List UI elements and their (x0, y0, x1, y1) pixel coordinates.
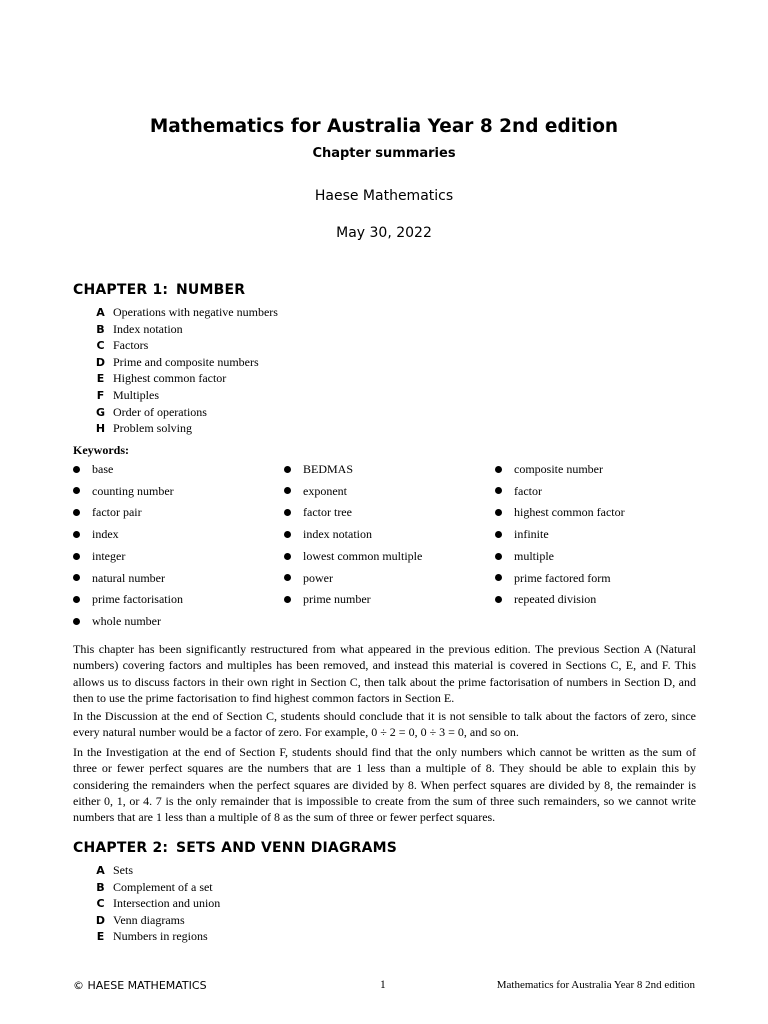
keyword-text: index notation (303, 527, 372, 542)
keywords-label: Keywords: (73, 443, 129, 457)
bullet-icon (495, 487, 502, 494)
footer-page-number: 1 (380, 979, 386, 991)
keyword-item (495, 484, 542, 499)
section-letter: E (96, 930, 105, 944)
keyword-text: counting number (92, 483, 174, 498)
bullet-icon (284, 487, 291, 494)
bullet-icon (495, 553, 502, 560)
keyword-item (73, 484, 174, 499)
keyword-text: power (303, 570, 333, 585)
section-item (88, 387, 278, 404)
section-label: Index notation (113, 321, 183, 336)
bullet-icon (284, 531, 291, 538)
footer-copyright: © HAESE MATHEMATICS (73, 979, 207, 992)
keyword-item (495, 505, 625, 520)
section-item (88, 912, 220, 929)
keyword-item (73, 592, 183, 607)
section-letter: D (95, 355, 106, 369)
keyword-item (73, 614, 161, 629)
keyword-text: highest common factor (514, 505, 625, 520)
chapter-2-number: CHAPTER 2: (73, 840, 169, 856)
section-label: Venn diagrams (113, 912, 185, 927)
keyword-item (495, 571, 611, 586)
bullet-icon (284, 596, 291, 603)
keyword-text: composite number (514, 462, 603, 476)
section-letter: H (95, 422, 106, 436)
keyword-item (495, 527, 549, 542)
keyword-text: prime factorisation (92, 592, 183, 607)
keyword-text: factor tree (303, 505, 352, 520)
document-subtitle: Chapter summaries (312, 146, 456, 161)
bullet-icon (73, 618, 80, 625)
section-letter: C (96, 339, 105, 353)
section-item (88, 879, 220, 896)
section-label: Factors (113, 338, 149, 353)
section-letter: A (96, 306, 105, 319)
keyword-item (495, 549, 554, 564)
keyword-text: repeated division (514, 592, 597, 607)
bullet-icon (284, 509, 291, 516)
keyword-text: integer (92, 548, 126, 563)
bullet-icon (73, 596, 80, 603)
section-label: Operations with negative numbers (113, 305, 278, 319)
keyword-item (284, 462, 353, 477)
section-letter: B (96, 322, 105, 336)
chapter-1-title: NUMBER (176, 282, 246, 298)
bullet-icon (495, 574, 502, 581)
keyword-text: exponent (303, 483, 347, 498)
section-label: Problem solving (113, 421, 193, 436)
chapter-2-section-list (88, 862, 220, 945)
bullet-icon (284, 466, 291, 473)
document-date: May 30, 2022 (336, 225, 432, 241)
keyword-item (73, 571, 165, 586)
keyword-item (495, 592, 596, 607)
chapter-1-paragraph: In the Discussion at the end of Section C, students should conclude that it is not sensible to talk about the factors of zero, since every natural number would be a factor of zero. For example, 0 ÷ 2 = 0, 0 ÷ 3 = 0, and so on. (73, 709, 696, 740)
bullet-icon (73, 466, 80, 473)
keyword-text: factor (514, 483, 542, 498)
bullet-icon (495, 531, 502, 538)
chapter-1-paragraph: In the Investigation at the end of Section F, students should find that the only numbers which cannot be written as the sum of three or fewer perfect squares are the numbers that are 1 less than a multiple of 8. They should be able to explain this by considering the remainders when the perfect squares are divided by 8. When perfect squares are divided by 8, the remainder is either 0, 1, or 4. 7 is the only remainder that is impossible to create from the sum of three such remainders, so we cannot write numbers that are 1 less than a multiple of 8 as the sum of three or fewer perfect squares. (73, 745, 696, 825)
section-label: Multiples (113, 387, 160, 402)
chapter-2-heading (73, 840, 397, 856)
section-item (88, 895, 220, 912)
keyword-item (73, 505, 142, 520)
keyword-text: lowest common multiple (303, 548, 423, 563)
section-letter: E (96, 372, 105, 386)
section-label: Numbers in regions (113, 929, 208, 944)
section-item (88, 928, 220, 945)
keyword-item (284, 484, 347, 499)
footer-book-title: Mathematics for Australia Year 8 2nd edition (496, 979, 695, 991)
section-letter: C (96, 897, 105, 911)
keyword-text: base (92, 462, 114, 476)
section-label: Order of operations (113, 404, 207, 419)
document-author: Haese Mathematics (314, 188, 454, 204)
section-item (88, 862, 220, 879)
keyword-item (284, 505, 352, 520)
chapter-1-section-list (88, 304, 278, 437)
bullet-icon (495, 509, 502, 516)
section-item (88, 354, 278, 371)
chapter-1-heading (73, 282, 245, 298)
keyword-text: prime number (303, 592, 371, 607)
section-letter: G (95, 405, 106, 419)
bullet-icon (284, 553, 291, 560)
chapter-2-title: SETS AND VENN DIAGRAMS (176, 840, 398, 856)
section-item (88, 420, 278, 437)
keyword-text: infinite (514, 527, 549, 542)
section-letter: F (96, 388, 105, 402)
bullet-icon (284, 574, 291, 581)
section-label: Highest common factor (113, 371, 227, 386)
keyword-text: BEDMAS (303, 462, 354, 476)
bullet-icon (73, 509, 80, 516)
chapter-1-number: CHAPTER 1: (73, 282, 169, 298)
section-label: Sets (113, 863, 134, 877)
document-title: Mathematics for Australia Year 8 2nd edition (149, 116, 619, 137)
bullet-icon (73, 487, 80, 494)
bullet-icon (73, 553, 80, 560)
section-letter: D (95, 913, 106, 927)
section-item (88, 321, 278, 338)
section-label: Complement of a set (113, 879, 213, 894)
bullet-icon (73, 531, 80, 538)
keyword-item (284, 527, 372, 542)
keyword-text: whole number (92, 613, 161, 628)
keyword-item (284, 571, 333, 586)
section-item (88, 404, 278, 421)
keyword-text: prime factored form (514, 570, 611, 585)
keyword-text: natural number (92, 570, 165, 585)
keyword-text: multiple (514, 548, 554, 563)
keyword-item (495, 462, 603, 477)
section-item (88, 337, 278, 354)
keyword-item (73, 527, 119, 542)
section-item (88, 304, 278, 321)
keyword-text: factor pair (92, 505, 142, 520)
section-letter: A (96, 864, 105, 877)
section-item (88, 370, 278, 387)
bullet-icon (495, 596, 502, 603)
bullet-icon (495, 466, 502, 473)
keyword-item (284, 549, 422, 564)
section-label: Intersection and union (113, 896, 221, 911)
section-label: Prime and composite numbers (113, 354, 259, 369)
bullet-icon (73, 574, 80, 581)
keyword-item (284, 592, 371, 607)
section-letter: B (96, 880, 105, 894)
keyword-text: index (92, 527, 119, 542)
chapter-1-paragraph: This chapter has been significantly restructured from what appeared in the previous edition. The previous Section A (Natural numbers) covering factors and multiples has been removed, and instead this material is covered in Sections C, E, and F. This allows us to discuss factors in their own right in Section C, then talk about the prime factorisation of numbers in Section D, and then to use the prime factorisation to find highest common factors in Section E. (73, 642, 696, 705)
keyword-item (73, 462, 113, 477)
keyword-item (73, 549, 125, 564)
